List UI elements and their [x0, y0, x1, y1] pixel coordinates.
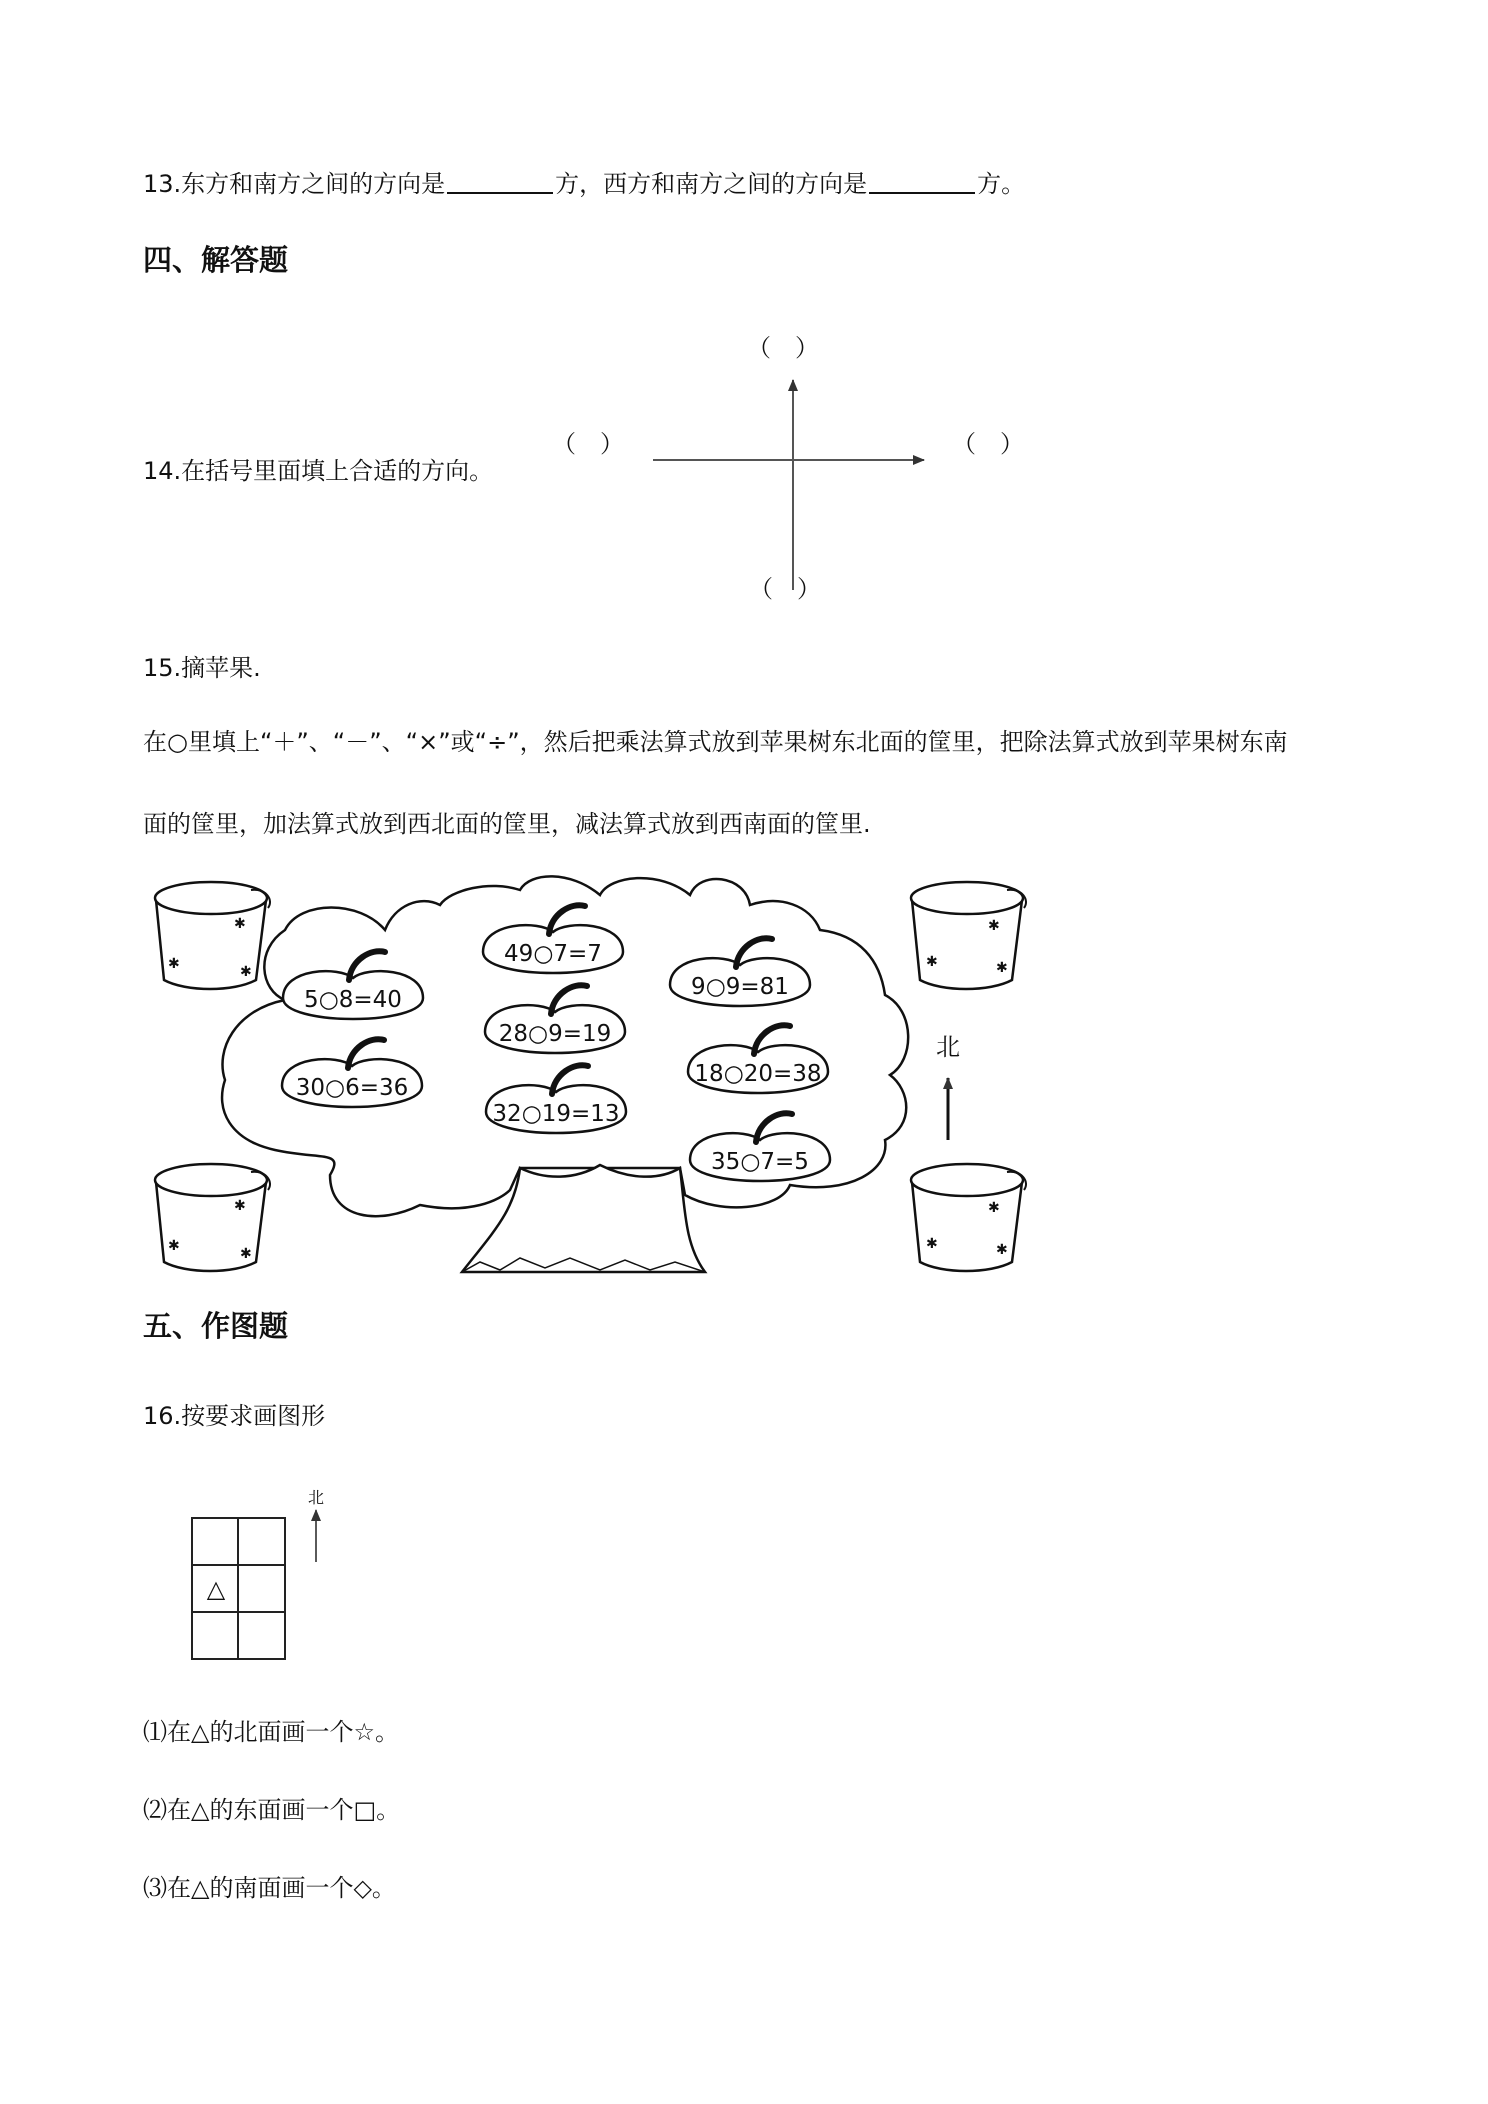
q16-item-2: ⑵在△的东面画一个□。 [143, 1796, 401, 1824]
question-14-text: 14.在括号里面填上合适的方向。 [143, 457, 494, 485]
triangle-icon: △ [206, 1575, 226, 1603]
svg-text:✱: ✱ [234, 1198, 246, 1214]
north-label: 北 [936, 1033, 960, 1061]
section-5-heading: 五、作图题 [143, 1309, 289, 1343]
svg-text:✱: ✱ [988, 1200, 1000, 1216]
svg-text:✱: ✱ [926, 1236, 938, 1252]
apple-equation-text: 49○7=7 [504, 941, 602, 967]
svg-text:✱: ✱ [234, 916, 246, 932]
svg-text:✱: ✱ [988, 918, 1000, 934]
question-15-instruction-line1: 在○里填上“＋”、“－”、“×”或“÷”，然后把乘法算式放到苹果树东北面的筐里，把除法算式放到苹果树东南 [143, 728, 1288, 756]
q13-number: 13. [143, 170, 182, 198]
operator-circle[interactable]: ○ [740, 1149, 761, 1175]
svg-text:✱: ✱ [926, 954, 938, 970]
svg-text:✱: ✱ [168, 956, 180, 972]
question-15-instruction-line2: 面的筐里，加法算式放到西北面的筐里，减法算式放到西南面的筐里. [143, 810, 871, 838]
section-4-heading: 四、解答题 [143, 243, 289, 277]
operator-circle[interactable]: ○ [521, 1101, 542, 1127]
paren-right[interactable]: （ ） [952, 430, 1024, 458]
operator-circle[interactable]: ○ [533, 941, 554, 967]
grid-north-label: 北 [307, 1488, 325, 1507]
svg-text:✱: ✱ [240, 964, 252, 980]
apple-equation-text: 9○9=81 [691, 974, 789, 1000]
q13-text-part2: 方，西方和南方之间的方向是 [555, 170, 868, 198]
apple-equation-text: 5○8=40 [304, 987, 402, 1013]
apple-equation-text: 28○9=19 [498, 1021, 612, 1047]
question-16-title: 16.按要求画图形 [143, 1402, 326, 1430]
q16-item-1: ⑴在△的北面画一个☆。 [143, 1718, 399, 1746]
apple-equation-text: 30○6=36 [295, 1075, 409, 1101]
q16-item-3: ⑶在△的南面画一个◇。 [143, 1874, 396, 1902]
svg-text:✱: ✱ [168, 1238, 180, 1254]
paren-bottom[interactable]: （ ） [749, 575, 821, 603]
svg-text:✱: ✱ [240, 1246, 252, 1262]
svg-text:✱: ✱ [996, 960, 1008, 976]
apple-equation-text: 35○7=5 [711, 1149, 809, 1175]
apple-equation-text: 18○20=38 [694, 1061, 822, 1087]
q13-text-part1: 东方和南方之间的方向是 [181, 170, 446, 198]
operator-circle[interactable]: ○ [723, 1061, 744, 1087]
operator-circle[interactable]: ○ [318, 987, 339, 1013]
paren-top[interactable]: （ ） [747, 334, 819, 362]
question-15-title: 15.摘苹果. [143, 654, 261, 682]
q13-text-part3: 方。 [977, 170, 1026, 198]
svg-text:✱: ✱ [996, 1242, 1008, 1258]
operator-circle[interactable]: ○ [325, 1075, 346, 1101]
operator-circle[interactable]: ○ [705, 974, 726, 1000]
apple-equation-text: 32○19=13 [492, 1101, 620, 1127]
operator-circle[interactable]: ○ [528, 1021, 549, 1047]
paren-left[interactable]: （ ） [552, 430, 624, 458]
